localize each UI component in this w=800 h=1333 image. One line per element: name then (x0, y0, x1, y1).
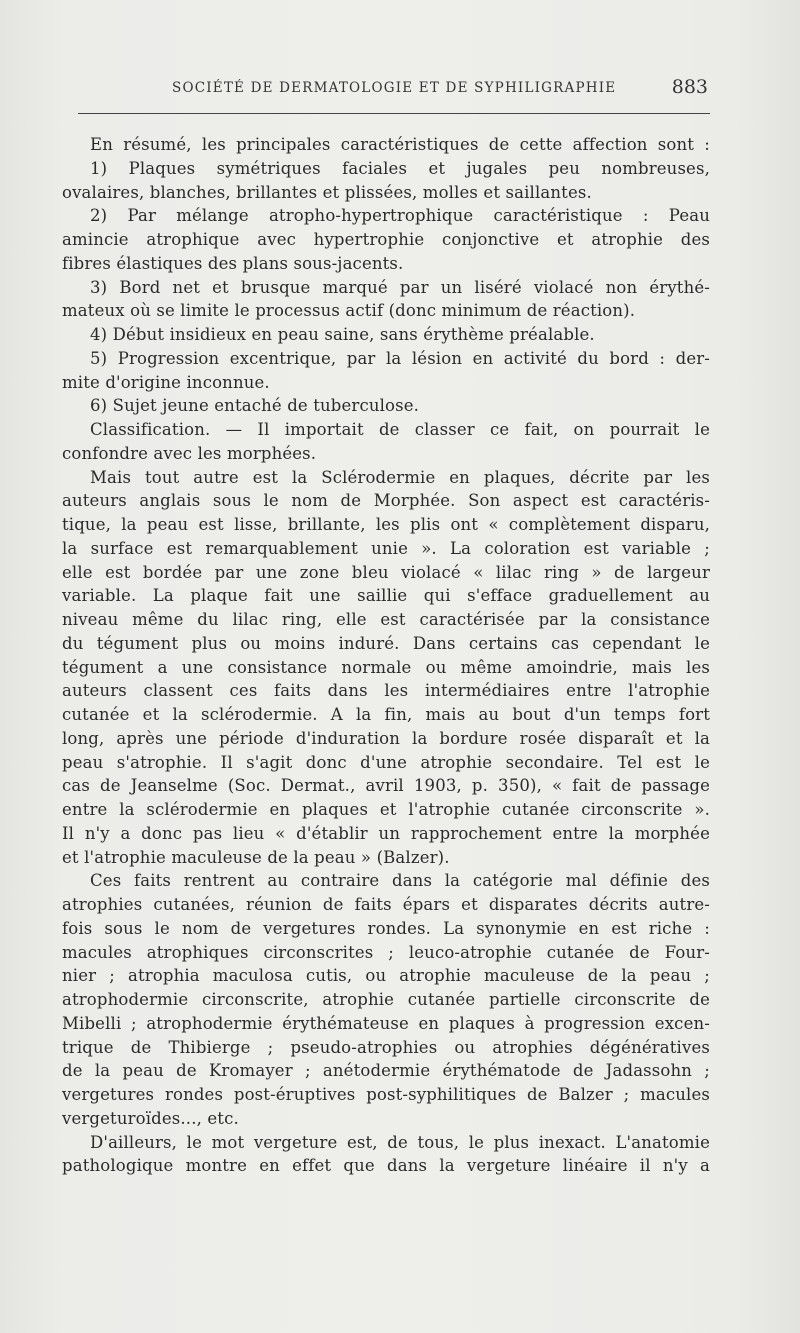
text-line: pathologique montre en effet que dans la vergeture linéaire il n'y a (62, 1156, 710, 1176)
text-line: vergetures rondes post-éruptives post-syphilitiques de Balzer ; macules (62, 1085, 710, 1104)
text-line: entre la sclérodermie en plaques et l'atrophie cutanée circonscrite ». (62, 800, 710, 819)
text-line: Il n'y a donc pas lieu « d'établir un rapprochement entre la morphée (62, 823, 710, 843)
text-line: elle est bordée par une zone bleu violacé « lilac ring » de largeur (62, 562, 710, 582)
text-line: 3) Bord net et brusque marqué par un liséré violacé non érythé- (90, 277, 710, 297)
text-line: mite d'origine inconnue. (62, 372, 270, 392)
page-number: 883 (671, 76, 708, 98)
text-line: Ces faits rentrent au contraire dans la catégorie mal définie des (90, 871, 710, 891)
text-line: fibres élastiques des plans sous-jacents. (62, 253, 404, 273)
text-line: cas de Jeanselme (Soc. Dermat., avril 1903, p. 350), « fait de passage (62, 776, 710, 796)
header-rule (78, 113, 710, 114)
text-line: peau s'atrophie. Il s'agit donc d'une atrophie secondaire. Tel est le (62, 752, 710, 772)
text-line: niveau même du lilac ring, elle est caractérisée par la consistance (62, 610, 710, 629)
text-line: la surface est remarquablement unie ». La coloration est variable ; (62, 538, 710, 558)
text-line: tique, la peau est lisse, brillante, les plis ont « complètement disparu, (62, 515, 710, 534)
text-line: Classification. — Il importait de classer ce fait, on pourrait le (90, 420, 710, 439)
text-line: trique de Thibierge ; pseudo-atrophies ou atrophies dégénératives (62, 1037, 710, 1057)
text-line: auteurs classent ces faits dans les intermédiaires entre l'atrophie (62, 681, 710, 701)
text-line: variable. La plaque fait une saillie qui s'efface graduellement au (62, 586, 710, 606)
text-line: ovalaires, blanches, brillantes et plissées, molles et saillantes. (62, 182, 592, 202)
text-line: de la peau de Kromayer ; anétodermie érythématode de Jadassohn ; (62, 1061, 710, 1081)
text-line: Mibelli ; atrophodermie érythémateuse en plaques à progression excen- (62, 1013, 710, 1033)
text-line: 4) Début insidieux en peau saine, sans érythème préalable. (90, 325, 595, 344)
text-line: vergeturoïdes..., etc. (62, 1108, 239, 1128)
text-line: 1) Plaques symétriques faciales et jugales peu nombreuses, (90, 158, 710, 178)
text-line: cutanée et la sclérodermie. A la fin, mais au bout d'un temps fort (62, 705, 710, 724)
page-header (78, 76, 710, 102)
text-line: D'ailleurs, le mot vergeture est, de tous, le plus inexact. L'anatomie (90, 1132, 710, 1152)
text-line: tégument a une consistance normale ou même amoindrie, mais les (62, 657, 710, 677)
text-line: confondre avec les morphées. (62, 443, 317, 463)
text-line: amincie atrophique avec hypertrophie conjonctive et atrophie des (62, 230, 710, 249)
text-line: 6) Sujet jeune entaché de tuberculose. (90, 396, 420, 416)
text-line: 5) Progression excentrique, par la lésion en activité du bord : der- (90, 348, 710, 368)
text-line: long, après une période d'induration la bordure rosée disparaît et la (62, 728, 710, 748)
text-line: atrophies cutanées, réunion de faits épars et disparates décrits autre- (62, 895, 710, 914)
text-line: atrophodermie circonscrite, atrophie cutanée partielle circonscrite de (62, 990, 710, 1009)
body-text (62, 133, 710, 1178)
text-line: du tégument plus ou moins induré. Dans certains cas cependant le (62, 633, 710, 653)
text-line: 2) Par mélange atropho-hypertrophique caractéristique : Peau (90, 206, 710, 226)
text-line: auteurs anglais sous le nom de Morphée. Son aspect est caractéris- (62, 491, 710, 511)
running-head: SOCIÉTÉ DE DERMATOLOGIE ET DE SYPHILIGRAPHIE (172, 80, 617, 96)
text-line: Mais tout autre est la Sclérodermie en plaques, décrite par les (90, 467, 710, 487)
text-line: macules atrophiques circonscrites ; leuco-atrophie cutanée de Four- (62, 942, 710, 962)
text-line: fois sous le nom de vergetures rondes. La synonymie en est riche : (62, 918, 710, 938)
text-line: En résumé, les principales caractéristiques de cette affection sont : (90, 135, 710, 154)
text-line: mateux où se limite le processus actif (donc minimum de réaction). (62, 301, 636, 321)
text-line: nier ; atrophia maculosa cutis, ou atrophie maculeuse de la peau ; (62, 966, 710, 986)
text-line: et l'atrophie maculeuse de la peau » (Balzer). (62, 847, 450, 867)
